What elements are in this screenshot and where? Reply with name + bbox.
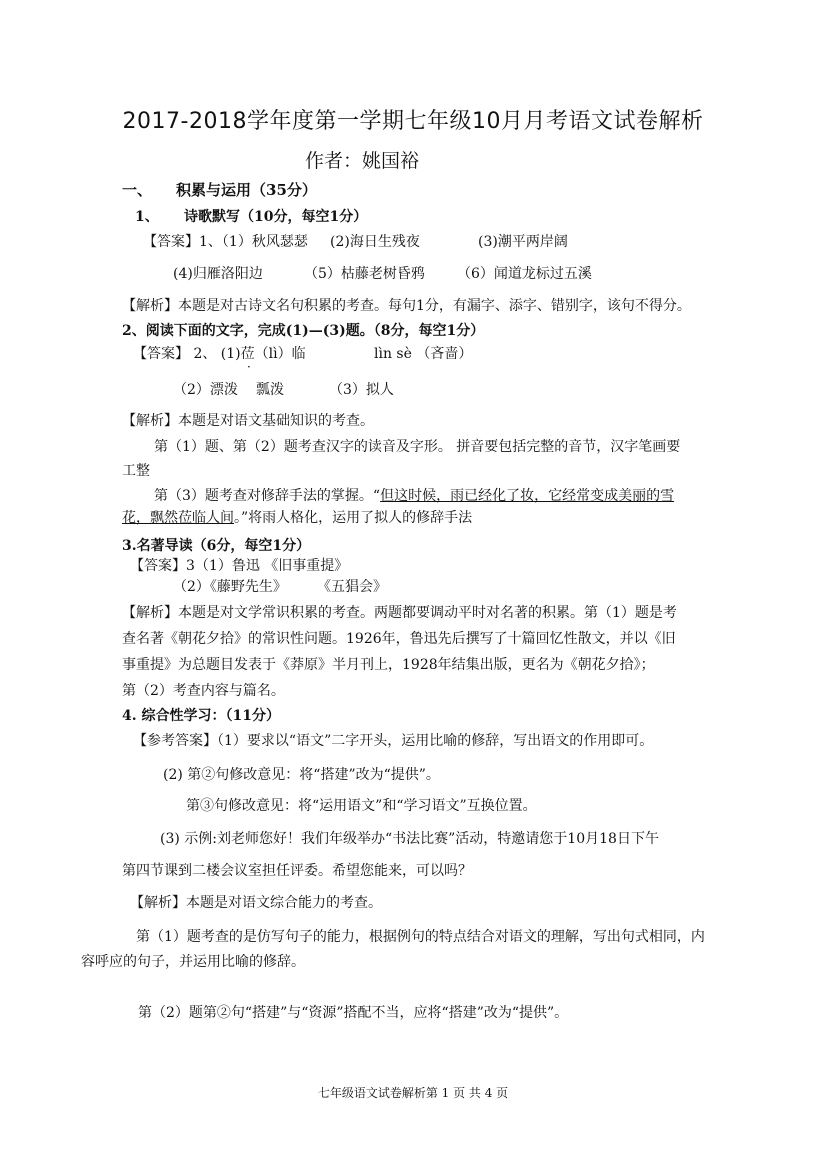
question-heading: 4. 综合性学习：（11分） (122, 708, 280, 724)
answer-text: 《五猖会》 (317, 579, 387, 595)
answer-text: lìn sè （吝啬） (374, 346, 473, 362)
analysis-paragraph: 第（2）题第②句“搭建”与“资源”搭配不当，应将“搭建”改为“提供”。 (138, 1005, 569, 1021)
section-number: 一、 (122, 181, 153, 199)
analysis-tail: 。”将雨人格化，运用了拟人的修辞手法 (234, 510, 473, 526)
analysis-text: 【解析】本题是对语文综合能力的考查。 (130, 895, 382, 911)
answer-text: (4)归雁洛阳边 (173, 266, 263, 282)
answer-text: （5）枯藤老树昏鸦 (304, 266, 425, 282)
section-heading: 积累与运用（35分） (176, 181, 317, 199)
answer-text: 第四节课到二楼会议室担任评委。希望您能来，可以吗？ (122, 863, 472, 879)
analysis-text: 事重提》为总题目发表于《莽原》半月刊上，1928年结集出版，更名为《朝花夕拾》； (122, 657, 655, 673)
analysis-text: 【解析】本题是对文学常识积累的考查。两题都要调动平时对名著的积累。第（1）题是考 (122, 605, 677, 621)
analysis-paragraph: 容呼应的句子，并运用比喻的修辞。 (81, 954, 305, 970)
answer-text: (2) 第②句修改意见：将“搭建”改为“提供”。 (163, 767, 440, 783)
analysis-paragraph (154, 486, 674, 506)
analysis-paragraph: 工整 (122, 463, 150, 479)
answer-text: 【答案】3（1）鲁迅 《旧事重提》 (130, 558, 349, 574)
analysis-text: 查名著《朝花夕拾》的常识性问题。1926年，鲁迅先后撰写了十篇回忆性散文，并以《旧 (122, 631, 676, 647)
question-heading: 3.名著导读（6分，每空1分） (122, 538, 311, 554)
analysis-paragraph (122, 508, 472, 528)
answer-text: （2）《藤野先生》 (173, 579, 287, 595)
answer-text: (3)潮平两岸阔 (478, 234, 568, 250)
answer-pinyin: （lì）临 (254, 346, 306, 362)
analysis-lead: 第（3）题考查对修辞手法的掌握。“ (154, 488, 381, 504)
answer-prefix: 【答案】 2、 (1) (133, 346, 241, 362)
question-number: 1、 (135, 209, 159, 225)
quoted-sentence: 花，飘然莅临人间 (122, 510, 234, 526)
question-heading: 2、阅读下面的文字，完成(1)—(3)题。（8分，每空1分） (122, 323, 485, 339)
page-footer: 七年级语文试卷解析第 1 页 共 4 页 (317, 1086, 509, 1100)
analysis-text: 【解析】本题是对古诗文名句积累的考查。每句1分，有漏字、添字、错别字，该句不得分。 (122, 298, 691, 314)
answer-text: （2）漂泼 (173, 382, 238, 398)
answer-text: （6）闻道龙标过五溪 (457, 266, 592, 282)
answer-text: （3）拟人 (329, 382, 394, 398)
answer-text: (3) 示例:刘老师您好！我们年级举办“书法比赛”活动，特邀请您于10月18日下午 (160, 831, 659, 847)
document-title: 2017-2018学年度第一学期七年级10月月考语文试卷解析 (122, 109, 704, 134)
analysis-paragraph: 第（1）题考查的是仿写句子的能力，根据例句的特点结合对语文的理解，写出句式相同，内 (136, 929, 705, 945)
answer-text: 【答案】1、（1）秋风瑟瑟 (143, 234, 308, 250)
dotted-character: 莅 (240, 346, 255, 362)
answer-text: 瓢泼 (256, 382, 284, 398)
analysis-text: 【解析】本题是对语文基础知识的考查。 (122, 413, 374, 429)
quoted-sentence: 但这时候，雨已经化了妆，它经常变成美丽的雪 (380, 488, 675, 504)
author-line: 作者：姚国裕 (305, 150, 420, 172)
analysis-text: 第（2）考查内容与篇名。 (122, 683, 285, 699)
analysis-paragraph: 第（1）题、第（2）题考查汉字的读音及字形。 拼音要包括完整的音节，汉字笔画要 (154, 439, 681, 455)
answer-text: (2)海日生残夜 (330, 234, 420, 250)
answer-text: 【参考答案】（1）要求以“语文”二字开头，运用比喻的修辞，写出语文的作用即可。 (133, 733, 654, 749)
question-heading: 诗歌默写（10分，每空1分） (184, 209, 368, 225)
answer-text: 第③句修改意见：将“运用语文”和“学习语文”互换位置。 (186, 798, 537, 814)
answer-text (133, 344, 306, 364)
